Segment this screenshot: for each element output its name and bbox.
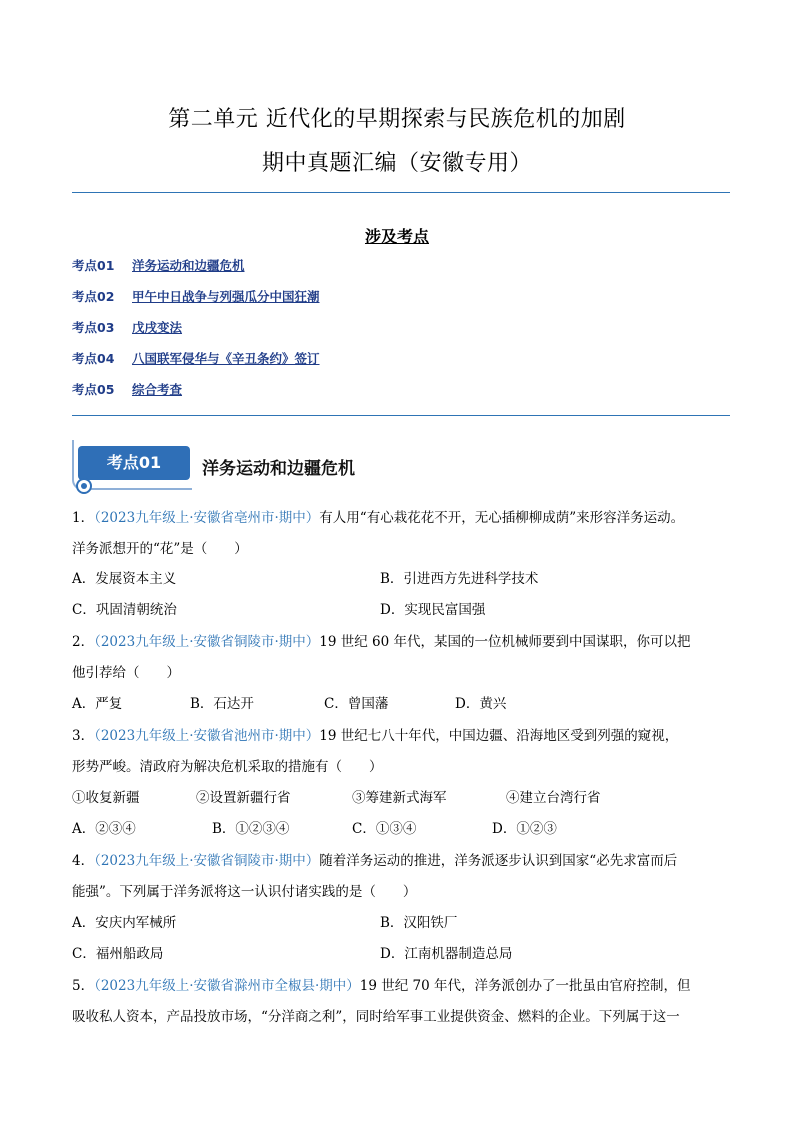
question-source: （2023九年级上·安徽省铜陵市·期中）: [94, 634, 320, 650]
question-number: 4．: [72, 853, 95, 869]
option-c[interactable]: C．曾国藩: [324, 696, 389, 712]
toc-item-1: [72, 256, 320, 287]
question-number: 5．: [72, 978, 95, 994]
divider-bottom: [72, 415, 730, 416]
question-text: 有人用“有心栽花花不开，无心插柳柳成荫”来形容洋务运动。: [319, 510, 685, 526]
question-stem-cont: 吸收私人资本，产品投放市场，“分洋商之利”，同时给军事工业提供资金、燃料的企业。下列属于这一: [72, 1009, 680, 1025]
toc-item-4: [72, 349, 320, 380]
toc-item-5: [72, 380, 320, 411]
toc-label: 戊戌变法: [132, 320, 183, 335]
toc-link-4[interactable]: [72, 351, 320, 366]
question-stem: [72, 977, 732, 995]
toc-code: 考点02: [72, 289, 115, 304]
toc-label: 八国联军侵华与《辛丑条约》签订: [132, 351, 320, 366]
section-tab: 考点01: [78, 446, 190, 480]
option-c[interactable]: C．巩固清朝统治: [72, 602, 177, 618]
question-stem-cont: 洋务派想开的“花”是（ ）: [72, 541, 248, 557]
statement-4: ④建立台湾行省: [506, 790, 601, 806]
section-dot-icon: [76, 478, 92, 494]
toc-label: 洋务运动和边疆危机: [132, 258, 245, 273]
toc-heading: 涉及考点: [364, 227, 429, 246]
question-text: 随着洋务运动的推进，洋务派逐步认识到国家“必先求富而后: [319, 853, 678, 869]
page-title-line1: 第二单元 近代化的早期探索与民族危机的加剧: [168, 107, 626, 132]
option-d[interactable]: D．①②③: [492, 821, 557, 837]
question-stem: [72, 509, 732, 527]
statement-1: ①收复新疆: [72, 790, 140, 806]
page-title-line2: 期中真题汇编（安徽专用）: [261, 151, 532, 176]
option-d[interactable]: D．实现民富国强: [380, 602, 486, 618]
toc-item-3: [72, 318, 320, 349]
section-name: 洋务运动和边疆危机: [202, 459, 355, 479]
option-a[interactable]: A．②③④: [72, 821, 136, 837]
question-stem: [72, 852, 732, 870]
toc-link-3[interactable]: [72, 320, 182, 335]
statement-2: ②设置新疆行省: [196, 790, 291, 806]
question-stem: [72, 727, 732, 745]
question-text: 19 世纪 60 年代，某国的一位机械师要到中国谋职，你可以把: [319, 634, 691, 650]
option-c[interactable]: C．①③④: [352, 821, 417, 837]
question-text: 19 世纪 70 年代，洋务派创办了一批虽由官府控制，但: [359, 978, 691, 994]
toc-code: 考点04: [72, 351, 115, 366]
question-stem-cont: 形势严峻。清政府为解决危机采取的措施有（ ）: [72, 759, 383, 775]
toc-code: 考点05: [72, 382, 115, 397]
section-header: [72, 440, 392, 496]
toc-label: 甲午中日战争与列强瓜分中国狂潮: [132, 289, 320, 304]
question-number: 1．: [72, 510, 95, 526]
toc-code: 考点01: [72, 258, 115, 273]
question-stem: [72, 633, 732, 651]
question-stem-cont: 能强”。下列属于洋务派将这一认识付诸实践的是（ ）: [72, 884, 417, 900]
option-c[interactable]: C．福州船政局: [72, 946, 164, 962]
option-d[interactable]: D．黄兴: [455, 696, 507, 712]
statement-3: ③筹建新式海军: [352, 790, 447, 806]
option-a[interactable]: A．安庆内军械所: [72, 915, 177, 931]
question-source: （2023九年级上·安徽省池州市·期中）: [94, 728, 320, 744]
question-stem-cont: 他引荐给（ ）: [72, 665, 180, 681]
option-a[interactable]: A．发展资本主义: [72, 571, 177, 587]
toc-list: [72, 256, 320, 411]
option-b[interactable]: B．①②③④: [212, 821, 290, 837]
toc-code: 考点03: [72, 320, 115, 335]
toc-label: 综合考查: [132, 382, 183, 397]
option-a[interactable]: A．严复: [72, 696, 123, 712]
question-source: （2023九年级上·安徽省亳州市·期中）: [94, 510, 320, 526]
question-source: （2023九年级上·安徽省滁州市全椒县·期中）: [94, 978, 360, 994]
question-text: 19 世纪七八十年代，中国边疆、沿海地区受到列强的窥视，: [319, 728, 679, 744]
question-number: 3．: [72, 728, 95, 744]
toc-link-2[interactable]: [72, 289, 320, 304]
divider-top: [72, 192, 730, 193]
option-d[interactable]: D．江南机器制造总局: [380, 946, 513, 962]
toc-link-1[interactable]: [72, 258, 245, 273]
option-b[interactable]: B．石达开: [190, 696, 254, 712]
option-b[interactable]: B．汉阳铁厂: [380, 915, 458, 931]
option-b[interactable]: B．引进西方先进科学技术: [380, 571, 539, 587]
question-source: （2023九年级上·安徽省铜陵市·期中）: [94, 853, 320, 869]
toc-link-5[interactable]: [72, 382, 182, 397]
toc-item-2: [72, 287, 320, 318]
question-number: 2．: [72, 634, 95, 650]
